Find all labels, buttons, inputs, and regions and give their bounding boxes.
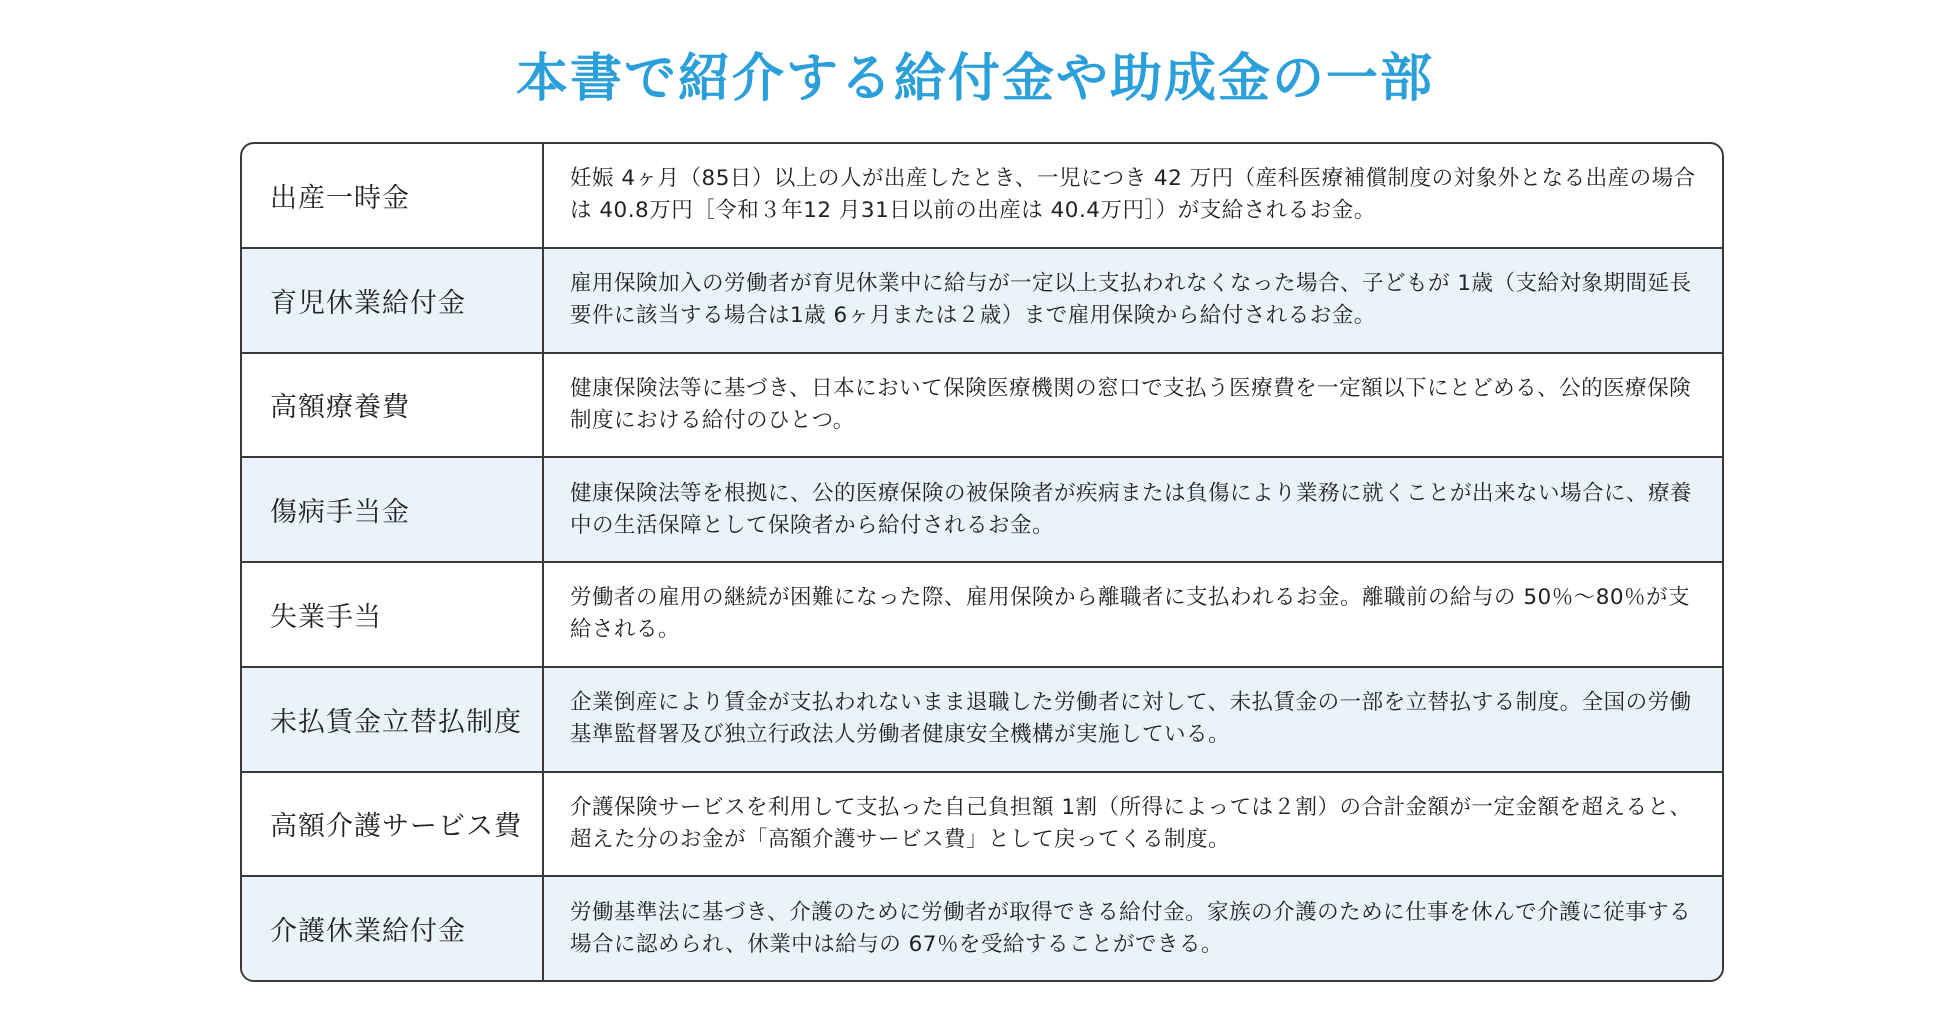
table-row bbox=[242, 456, 1722, 561]
benefit-description: 企業倒産により賃金が支払われないまま退職した労働者に対して、未払賃金の一部を立替払する制度。全国の労働基準監督署及び独立行政法人労働者健康安全機構が実施している。 bbox=[570, 690, 1692, 748]
benefit-description: 労働基準法に基づき、介護のために労働者が取得できる給付金。家族の介護のために仕事を休んで介護に従事する場合に認められ、休業中は給与の 67％を受給することができる。 bbox=[570, 899, 1692, 957]
table-row bbox=[242, 875, 1722, 980]
benefit-description: 介護保険サービスを利用して支払った自己負担額 1割（所得によっては２割）の合計金額が一定金額を超えると、超えた分のお金が「高額介護サービス費」として戻ってくる制度。 bbox=[570, 794, 1692, 852]
benefit-name: 育児休業給付金 bbox=[242, 249, 544, 352]
benefit-name: 傷病手当金 bbox=[242, 458, 544, 561]
benefit-name: 高額介護サービス費 bbox=[242, 773, 544, 876]
table-row bbox=[242, 247, 1722, 352]
benefits-table bbox=[240, 142, 1724, 982]
page-title: 本書で紹介する給付金や助成金の一部 bbox=[515, 49, 1434, 109]
table-row bbox=[242, 771, 1722, 876]
benefit-description: 健康保険法等を根拠に、公的医療保険の被保険者が疾病または負傷により業務に就くことが出来ない場合に、療養中の生活保障として保険者から給付されるお金。 bbox=[570, 480, 1693, 538]
table-row bbox=[242, 561, 1722, 666]
benefit-name: 未払賃金立替払制度 bbox=[242, 668, 544, 771]
benefit-name: 失業手当 bbox=[242, 563, 544, 666]
benefit-description: 雇用保険加入の労働者が育児休業中に給与が一定以上支払われなくなった場合、子どもが 1歳（支給対象期間延長要件に該当する場合は1歳 6ヶ月または２歳）まで雇用保険から給付されるお金。 bbox=[570, 271, 1692, 329]
table-row bbox=[242, 352, 1722, 457]
table-row bbox=[242, 666, 1722, 771]
benefit-description: 労働者の雇用の継続が困難になった際、雇用保険から離職者に支払われるお金。離職前の給与の 50％～80％が支給される。 bbox=[570, 585, 1691, 643]
benefit-name: 出産一時金 bbox=[242, 144, 544, 247]
table-row bbox=[242, 144, 1722, 247]
benefit-description: 健康保険法等に基づき、日本において保険医療機関の窓口で支払う医療費を一定額以下にとどめる、公的医療保険制度における給付のひとつ。 bbox=[570, 375, 1692, 433]
benefit-description: 妊娠 4ヶ月（85日）以上の人が出産したとき、一児につき 42 万円（産科医療補償制度の対象外となる出産の場合は 40.8万円［令和３年12 月31日以前の出産は 40.4万円］）が支給されるお金。 bbox=[570, 166, 1696, 224]
benefit-name: 高額療養費 bbox=[242, 354, 544, 457]
benefit-name: 介護休業給付金 bbox=[242, 877, 544, 980]
